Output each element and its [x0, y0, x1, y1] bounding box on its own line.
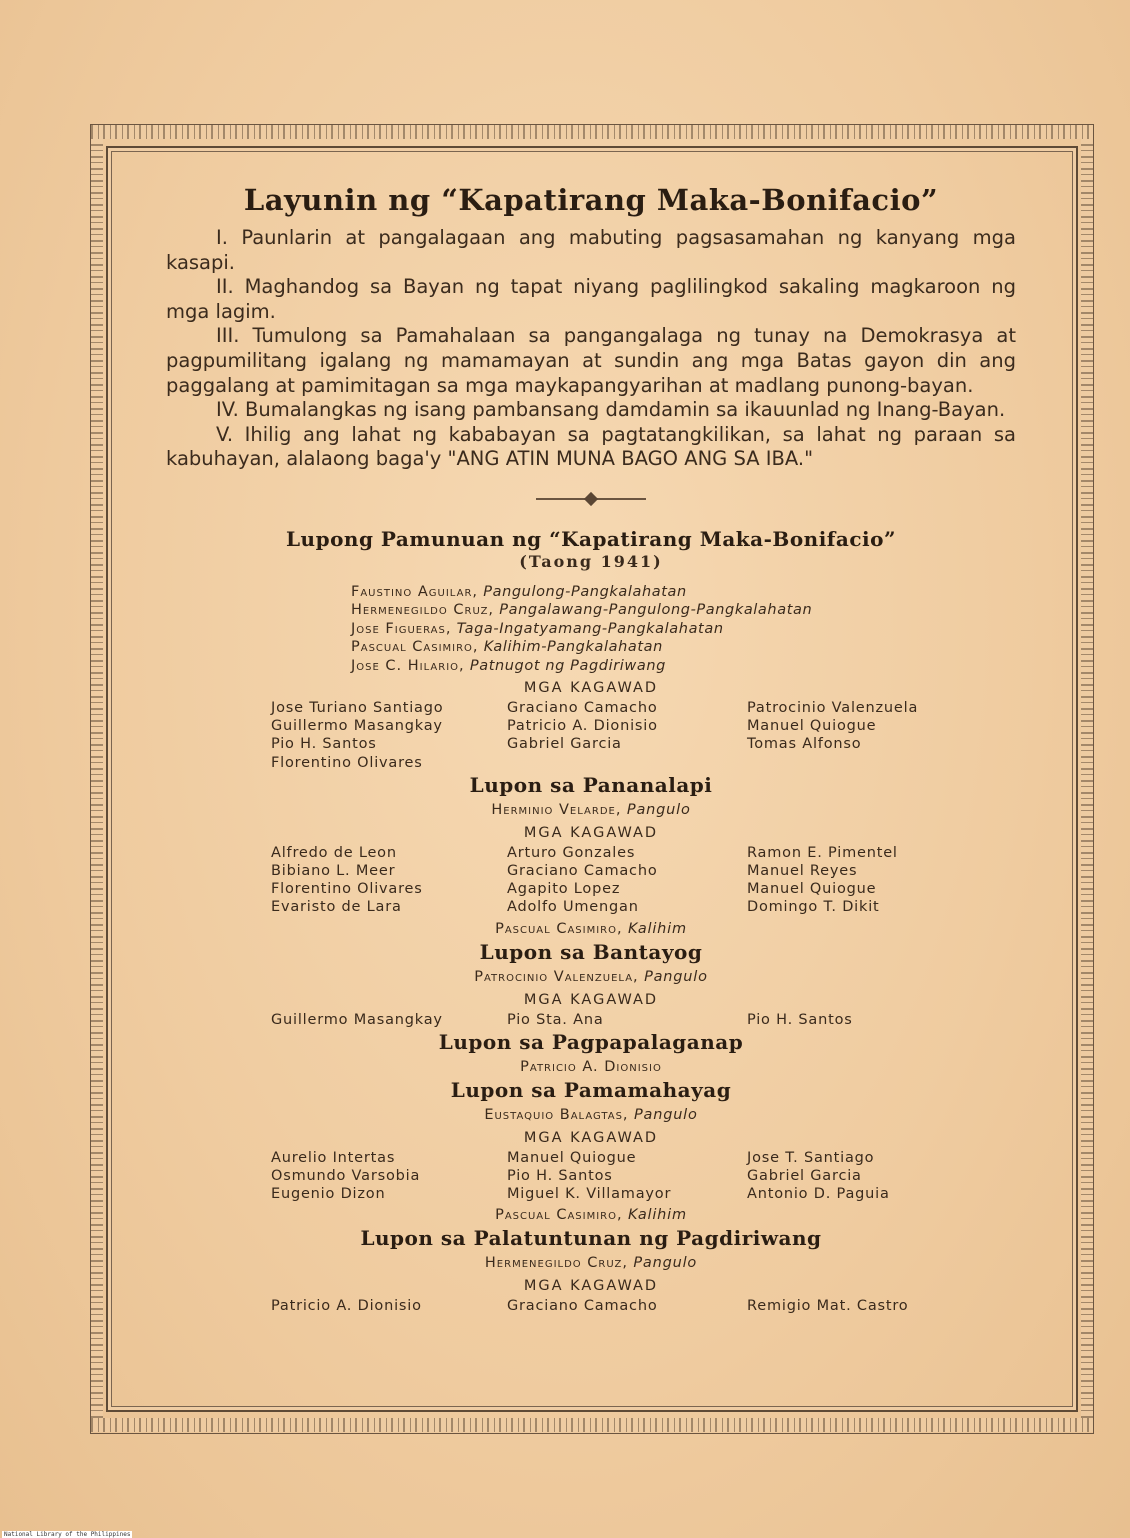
members-col-3 [747, 699, 1016, 772]
member-name: Manuel Quiogue [507, 1149, 637, 1166]
members-heading: MGA KAGAWAD [523, 991, 659, 1008]
members-col-1 [166, 1297, 507, 1315]
officer-title: Kalihim-Pangkalahatan [483, 639, 663, 656]
chair-title: Pangulo [633, 1106, 698, 1123]
chair-name: Patricio A. Dionisio [520, 1058, 662, 1075]
member-name: Remigio Mat. Castro [747, 1298, 909, 1315]
member-name: Gabriel Garcia [747, 1168, 862, 1184]
diamond-icon [584, 492, 598, 506]
member-name: Graciano Camacho [507, 862, 658, 879]
member-name: Jose Turiano Santiago [271, 699, 444, 716]
members-heading: MGA KAGAWAD [523, 824, 659, 841]
committee-title: Lupon sa Pananalapi [469, 772, 713, 797]
member-name: Osmundo Varsobia [271, 1168, 421, 1184]
officer-name: Hermenegildo Cruz, [351, 602, 495, 619]
committee-title: Lupon sa Pamamahayag [450, 1077, 732, 1102]
members-col-2 [507, 1297, 747, 1315]
members-col-3 [747, 1149, 1016, 1204]
member-name: Florentino Olivares [271, 754, 423, 771]
officer-name: Pascual Casimiro, [351, 639, 479, 656]
member-name: Domingo T. Dikit [747, 899, 880, 916]
secretary-title: Kalihim [628, 1207, 687, 1224]
member-name: Guillermo Masangkay [271, 718, 443, 735]
page-content [166, 180, 1016, 1316]
board-title: Lupong Pamunuan ng “Kapatirang Maka-Bonifacio” [285, 526, 896, 551]
member-name: Aurelio Intertas [271, 1149, 396, 1166]
member-name: Adolfo Umengan [507, 899, 639, 916]
secretary-name: Pascual Casimiro, [495, 920, 623, 937]
committee-secretary [166, 920, 1016, 939]
officers-list [351, 583, 1016, 675]
officer-name: Jose Figueras, [351, 620, 452, 637]
members-columns [166, 1011, 1016, 1029]
committee-chair [166, 968, 1016, 987]
members-columns [166, 1149, 1016, 1204]
member-name: Manuel Quiogue [747, 881, 877, 898]
page-title: Layunin ng “Kapatirang Maka-Bonifacio” [243, 183, 939, 217]
members-col-1 [166, 1011, 507, 1029]
members-col-2 [507, 699, 747, 772]
members-col-1 [166, 1149, 507, 1204]
member-name: Ramon E. Pimentel [747, 844, 898, 861]
objectives-list [166, 226, 1016, 472]
member-name: Pio Sta. Ana [507, 1011, 604, 1028]
divider-ornament [536, 498, 646, 500]
officer-name: Jose C. Hilario, [351, 657, 465, 674]
officer-row [351, 583, 1016, 601]
board-year: (Taong 1941) [519, 551, 663, 571]
members-col-1 [166, 844, 507, 917]
member-name: Alfredo de Leon [271, 844, 397, 861]
member-name: Patricio A. Dionisio [507, 718, 658, 735]
officer-row [351, 657, 1016, 675]
chair-name: Eustaquio Balagtas, [484, 1106, 629, 1123]
committee-title: Lupon sa Pagpapalaganap [438, 1029, 744, 1054]
objective-2: II. Maghandog sa Bayan ng tapat niyang paglilingkod sakaling magkaroon ng mga lagim. [166, 275, 1016, 323]
committee-chair [166, 801, 1016, 820]
members-heading: MGA KAGAWAD [523, 1278, 659, 1295]
member-name: Miguel K. Villamayor [507, 1186, 672, 1203]
members-col-3 [747, 844, 1016, 917]
committee-title: Lupon sa Palatuntunan ng Pagdiriwang [360, 1226, 822, 1251]
member-name: Graciano Camacho [507, 699, 658, 716]
member-name: Bibiano L. Meer [271, 862, 396, 879]
members-columns [166, 699, 1016, 772]
officer-name: Faustino Aguilar, [351, 583, 479, 600]
committee-chair [166, 1254, 1016, 1273]
footer-credit: National Library of the Philippines [4, 1531, 131, 1538]
member-name: Manuel Quiogue [747, 718, 877, 735]
chair-title: Pangulo [644, 968, 708, 985]
member-name: Florentino Olivares [271, 881, 423, 898]
member-name: Guillermo Masangkay [271, 1011, 443, 1028]
members-col-2 [507, 1149, 747, 1204]
chair-title: Pangulo [633, 1255, 698, 1272]
members-col-2 [507, 1011, 747, 1029]
members-col-3 [747, 1011, 1016, 1029]
member-name: Gabriel Garcia [507, 736, 622, 753]
member-name: Pio H. Santos [747, 1011, 853, 1028]
objective-5: V. Ihilig ang lahat ng kababayan sa pagtatangkilikan, sa lahat ng paraan sa kabuhayan, alalaong baga'y "ANG ATIN MUNA BAGO ANG SA IBA." [166, 422, 1016, 471]
officer-row [351, 638, 1016, 656]
secretary-title: Kalihim [628, 920, 687, 937]
members-col-3 [747, 1297, 1016, 1315]
committee-title: Lupon sa Bantayog [479, 939, 703, 964]
objective-1: I. Paunlarin at pangalagaan ang mabuting pagsasamahan ng kanyang mga kasapi. [166, 226, 1016, 274]
members-columns [166, 844, 1016, 917]
member-name: Antonio D. Paguia [747, 1186, 890, 1203]
chair-name: Patrocinio Valenzuela, [474, 968, 639, 985]
member-name: Arturo Gonzales [507, 844, 636, 861]
members-col-2 [507, 844, 747, 917]
member-name: Graciano Camacho [507, 1298, 658, 1315]
officer-title: Taga-Ingatyamang-Pangkalahatan [456, 620, 724, 637]
member-name: Tomas Alfonso [747, 736, 862, 753]
member-name: Pio H. Santos [507, 1168, 613, 1184]
officer-row [351, 601, 1016, 619]
member-name: Patrocinio Valenzuela [747, 699, 919, 716]
officer-row [351, 620, 1016, 638]
member-name: Jose T. Santiago [747, 1149, 875, 1166]
chair-title: Pangulo [626, 801, 691, 818]
committee-chair [166, 1106, 1016, 1125]
members-columns [166, 1297, 1016, 1315]
committee-chair [166, 1058, 1016, 1077]
members-col-1 [166, 699, 507, 772]
secretary-name: Pascual Casimiro, [495, 1207, 623, 1224]
chair-name: Hermenegildo Cruz, [484, 1255, 628, 1272]
committee-secretary [166, 1206, 1016, 1225]
officer-title: Pangulong-Pangkalahatan [483, 583, 687, 600]
member-name: Pio H. Santos [271, 736, 377, 753]
member-name: Eugenio Dizon [271, 1186, 386, 1203]
officer-title: Patnugot ng Pagdiriwang [469, 657, 666, 674]
members-heading: MGA KAGAWAD [523, 679, 659, 696]
objective-4: IV. Bumalangkas ng isang pambansang damdamin sa ikauunlad ng Inang-Bayan. [216, 398, 1006, 422]
members-heading: MGA KAGAWAD [523, 1129, 659, 1146]
member-name: Evaristo de Lara [271, 899, 402, 916]
member-name: Patricio A. Dionisio [271, 1298, 422, 1315]
chair-name: Herminio Velarde, [491, 801, 622, 818]
objective-3: III. Tumulong sa Pamahalaan sa pangangalaga ng tunay na Demokrasya at pagpumilitang igalang ng mamamayan at sundin ang mga Batas gayon din ang paggalang at pamimitagan sa mga maykapangyarihan at madlang punong-bayan. [166, 324, 1016, 397]
member-name: Manuel Reyes [747, 862, 858, 879]
member-name: Agapito Lopez [507, 881, 621, 898]
officer-title: Pangalawang-Pangulong-Pangkalahatan [499, 602, 813, 619]
